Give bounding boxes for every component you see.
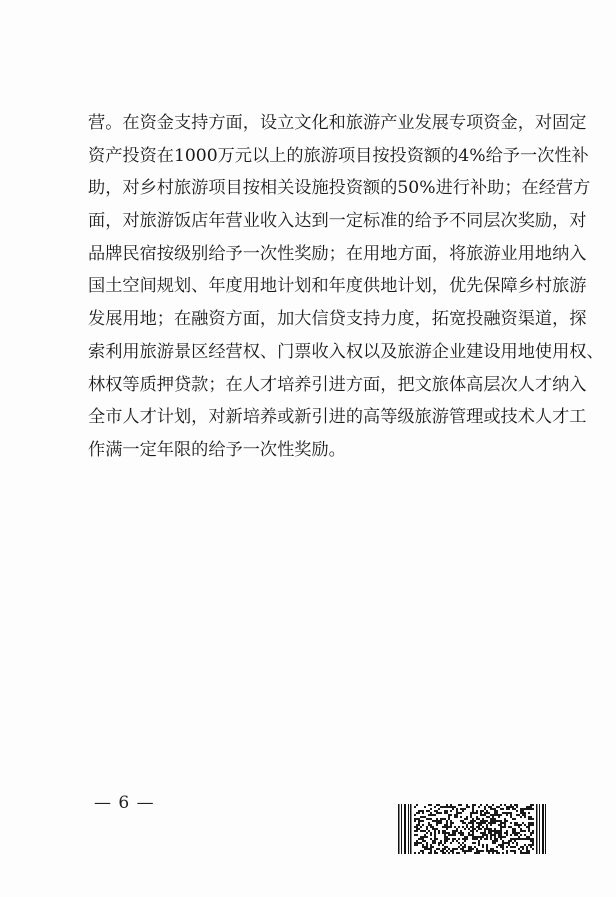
- text-line: 林权等质押贷款；在人才培养引进方面，把文旅体高层次人才纳入: [88, 374, 587, 395]
- barcode-image: [398, 804, 548, 854]
- text-line: 品牌民宿按级别给予一次性奖励；在用地方面，将旅游业用地纳入: [88, 243, 587, 264]
- text-line: 资产投资在1000万元以上的旅游项目按投资额的4%给予一次性补: [88, 145, 589, 166]
- text-line: 作满一定年限的给予一次性奖励。: [88, 439, 346, 460]
- text-line: 发展用地；在融资方面，加大信贷支持力度，拓宽投融资渠道，探: [88, 309, 587, 330]
- text-line: 面，对旅游饭店年营业收入达到一定标准的给予不同层次奖励，对: [88, 211, 587, 232]
- text-line: 索利用旅游景区经营权、门票收入权以及旅游企业建设用地使用权、: [88, 341, 604, 362]
- body-paragraph: [88, 107, 604, 467]
- text-line: 全市人才计划，对新培养或新引进的高等级旅游管理或技术人才工: [88, 407, 587, 428]
- page-number: — 6 —: [94, 793, 155, 813]
- text-line: 国土空间规划、年度用地计划和年度供地计划，优先保障乡村旅游: [88, 276, 587, 297]
- text-line: 营。在资金支持方面，设立文化和旅游产业发展专项资金，对固定: [88, 113, 587, 133]
- text-line: 助，对乡村旅游项目按相关设施投资额的50%进行补助；在经营方: [88, 178, 591, 199]
